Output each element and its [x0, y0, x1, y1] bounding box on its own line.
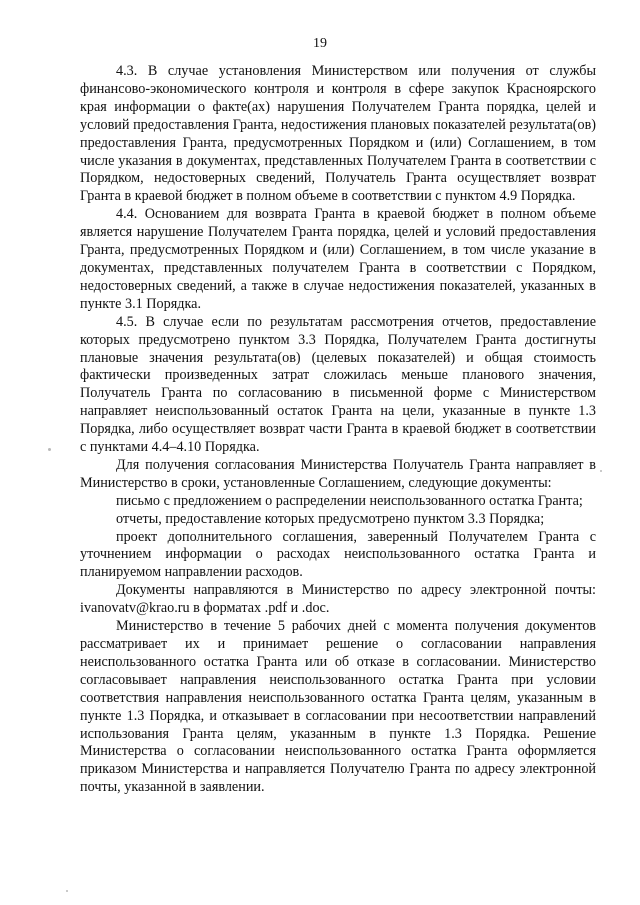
paragraph-documents-intro: Для получения согласования Министерства Получатель Гранта направляет в Министерство в сроки, установленные Соглашением, следующие документы:	[80, 456, 596, 491]
paragraph-email: Документы направляются в Министерство по адресу электронной почты: ivanovatv@krao.ru в форматах .pdf и .doc.	[80, 582, 596, 617]
scan-artifact	[600, 470, 602, 472]
list-item-draft-agreement: проект дополнительного соглашения, заверенный Получателем Гранта с уточнением информации о расходах неиспользованного остатка Гранта и планируемом направлении расходов.	[80, 528, 596, 581]
paragraph-4-4: 4.4. Основанием для возврата Гранта в краевой бюджет в полном объеме является нарушение Получателем Гранта порядка, целей и условий предоставления Гранта, предусмотренных Порядком и (или) Соглашением, в том числе указание в документах, представленных получателем Гранта в соответствии с Порядком, недостоверных сведений, а также в случае недостижения показателей, указанных в пункте 3.1 Порядка.	[80, 206, 596, 312]
paragraph-4-5: 4.5. В случае если по результатам рассмотрения отчетов, предоставление которых предусмотрено пунктом 3.3 Порядка, Получателем Гранта достигнуты плановые значения результата(ов) (целевых показателей) и общая стоимость фактически произведенных затрат сложилась меньше планового значения, Получатель Гранта по согласованию в письменной форме с Министерством направляет неиспользованный остаток Гранта на цели, указанные в пункте 1.3 Порядка, либо осуществляет возврат части Гранта в краевой бюджет в соответствии с пунктами 4.4–4.10 Порядка.	[80, 313, 596, 456]
list-item-reports: отчеты, предоставление которых предусмотрено пунктом 3.3 Порядка;	[116, 510, 545, 527]
list-item-letter: письмо с предложением о распределении неиспользованного остатка Гранта;	[116, 492, 583, 509]
paragraph-ministry-decision: Министерство в течение 5 рабочих дней с момента получения документов рассматривает их и принимает решение о согласовании направления неиспользованного остатка Гранта или об отказе в согласовании. Министерство согласовывает направления неиспользованного остатка Гранта при условии соответствия направления неиспользованного остатка Гранта целям, указанным в пункте 1.3 Порядка, и отказывает в согласовании при несоответствии направлений использования Гранта целям, указанным в пункте 1.3 Порядка. Решение Министерства о согласовании неиспользованного остатка Гранта оформляется приказом Министерства и направляется Получателю Гранта по адресу электронной почты, указанной в заявлении.	[80, 618, 596, 796]
scan-artifact	[48, 448, 51, 451]
document-body	[80, 63, 596, 797]
page-number: 19	[313, 36, 327, 51]
paragraph-4-3: 4.3. В случае установления Министерством или получения от службы финансово-экономического контроля и контроля в сфере закупок Красноярского края информации о факте(ах) нарушения Получателем Гранта порядка, целей и условий предоставления Гранта, недостижения плановых показателей результата(ов) предоставления Гранта, предусмотренных Порядком и (или) Соглашением, в том числе указания в документах, представленных Получателем Гранта в соответствии с Порядком, недостоверных сведений, Получатель Гранта осуществляет возврат Гранта в краевой бюджет в полном объеме в соответствии с пунктом 4.9 Порядка.	[80, 63, 596, 205]
scan-artifact	[66, 890, 68, 892]
